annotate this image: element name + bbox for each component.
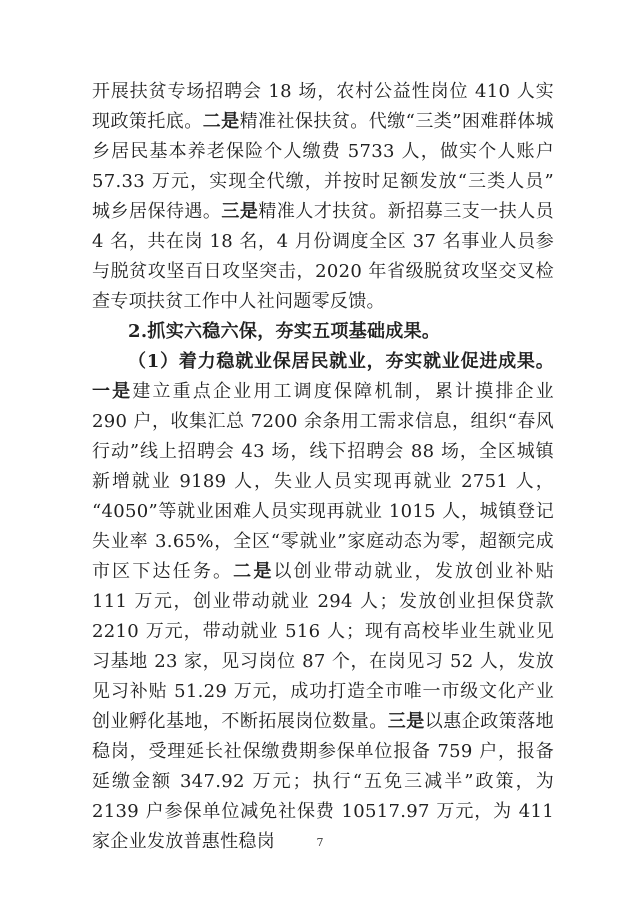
text-run: 三是 [387,711,425,732]
paragraph-poverty-alleviation [92,77,554,317]
text-run: 建立重点企业用工调度保障机制，累计摸排企业 290 户，收集汇总 7200 余条用工需求信息，组织“春风行动”线上招聘会 43 场，线下招聘会 88 场，全区城镇新增就业 9189 人，失业人员实现再就业 2751 人，“4050”等就业困难人员实现再就业 1015 人，城镇登记失业率 3.65%，全区“零就业”家庭动态为零，超额完成市区下达任务。 [92,381,554,582]
text-run: 2.抓实六稳六保，夯实五项基础成果。 [128,321,441,342]
text-run: 精准人才扶贫。新招募三支一扶人员 4 名，共在岗 18 名，4 月份调度全区 37 名事业人员参与脱贫攻坚百日攻坚突击，2020 年省级脱贫攻坚交叉检查专项扶贫工作中人社问题零反馈。 [92,201,554,312]
document-body [92,77,554,857]
paragraph-employment [92,347,554,857]
text-run: 二是 [233,561,274,582]
text-run: 三是 [221,201,259,222]
text-run: 开展扶贫专场招聘会 18 场，农村公益性岗位 410 人实现政策托底。 [92,81,554,132]
text-run: 精准社保扶贫。代缴“三类”困难群体城乡居民基本养老保险个人缴费 5733 人，做实个人账户 57.33 万元，实现全代缴，并按时足额发放“三类人员”城乡居保待遇。 [92,111,554,222]
text-run: 二是 [202,111,240,132]
text-run: 以惠企政策落地稳岗，受理延长社保缴费期参保单位报备 759 户，报备延缴金额 347.92 万元；执行“五免三减半”政策，为 2139 户参保单位减免社保费 10517.97 万元，为 411 家企业发放普惠性稳岗 [92,711,554,852]
text-run: 以创业带动就业，发放创业补贴 111 万元，创业带动就业 294 人；发放创业担保贷款 2210 万元，带动就业 516 人；现有高校毕业生就业见习基地 23 家，见习岗位 87 个，在岗见习 52 人，发放见习补贴 51.29 万元，成功打造全市唯一市级文化产业创业孵化基地，不断拓展岗位数量。 [92,561,554,732]
heading-six-stability [92,317,554,347]
text-run: （1）着力稳就业保居民就业，夯实就业促进成果。一是 [92,351,554,402]
page-number: 7 [316,836,324,849]
